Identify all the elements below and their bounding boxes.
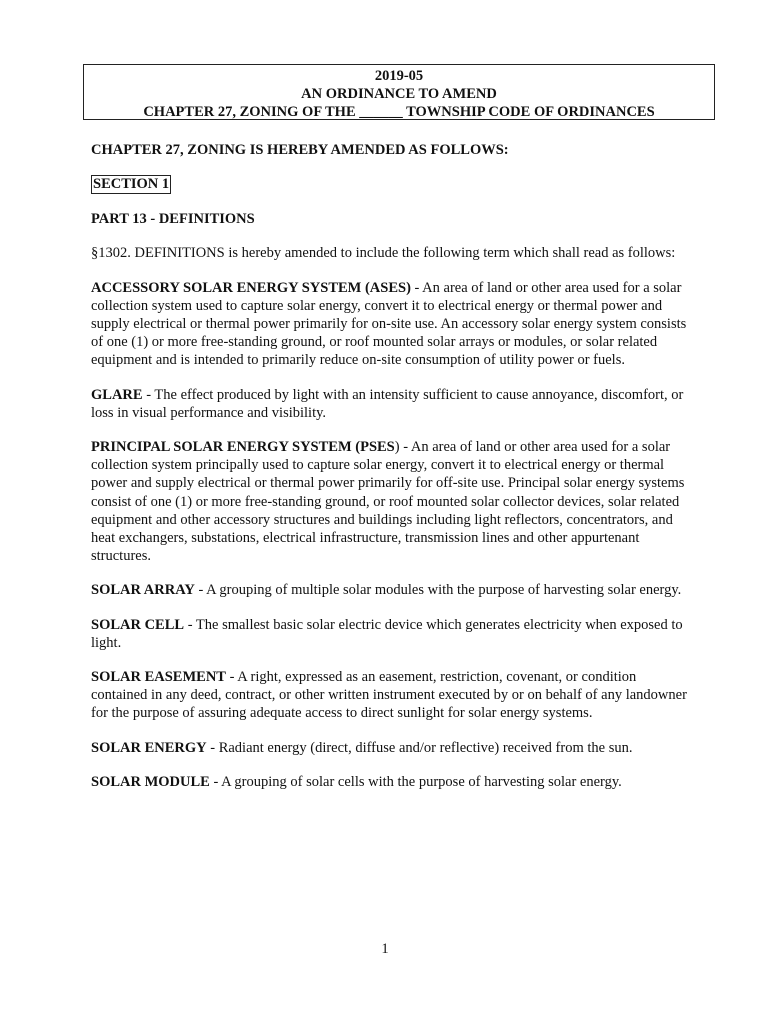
definition-term: SOLAR MODULE: [91, 773, 210, 790]
definition-text: ) - An area of land or other area used for a solar collection system principally used to capture solar energy, convert it to electrical energy or thermal power and supply electrical or thermal power primarily for off-site use. Principal solar energy systems consist of one (1) or more free-standing ground, or roof mounted solar collector devices, solar related equipment and other accessory structures and buildings including light reflectors, concentrators, and heat exchangers, substations, electrical infrastructure, transmission lines and other appurtenant structures.: [91, 439, 685, 565]
section-heading: SECTION 1: [93, 176, 170, 193]
definition-text: - A grouping of solar cells with the purpose of harvesting solar energy.: [209, 773, 622, 790]
definition-glare: [91, 386, 691, 422]
definition-term: SOLAR ARRAY: [91, 582, 195, 599]
definition-accessory-solar: [91, 279, 691, 370]
definition-principal-solar: [91, 438, 691, 565]
definition-text: - A grouping of multiple solar modules with the purpose of harvesting solar energy.: [194, 582, 682, 599]
definition-term: SOLAR ENERGY: [91, 739, 207, 756]
definition-solar-energy: [91, 739, 691, 757]
definition-text: - An area of land or other area used for a solar collection system used to capture solar energy, convert it to electrical energy or thermal power and supply electrical or thermal power primarily for on-site use. An accessory solar energy system consists of one (1) or more free-standing ground, or roof mounted solar arrays or modules, or solar related equipment and is intended to primarily reduce on-site consumption of utility power or fuels.: [91, 279, 687, 369]
amendment-intro: CHAPTER 27, ZONING IS HEREBY AMENDED AS FOLLOWS:: [91, 142, 509, 158]
page-number: 1: [381, 941, 389, 957]
definition-solar-array: [91, 581, 691, 599]
definition-solar-cell: [91, 616, 691, 652]
definition-text: - The smallest basic solar electric device which generates electricity when exposed to light.: [91, 616, 683, 651]
definition-term: SOLAR EASEMENT: [91, 669, 226, 686]
definition-text: - A right, expressed as an easement, restriction, covenant, or condition contained in any deed, contract, or other written instrument executed by or on behalf of any landowner for the purpose of assuring adequate access to direct sunlight for solar energy systems.: [91, 669, 687, 722]
definition-solar-module: [91, 773, 691, 791]
definition-solar-easement: [91, 668, 691, 723]
definition-text: - The effect produced by light with an intensity sufficient to cause annoyance, discomfort, or loss in visual performance and visibility.: [91, 386, 684, 421]
ordinance-number: 2019-05: [374, 68, 424, 84]
definition-term: GLARE: [91, 386, 143, 403]
ordinance-title-box: [83, 64, 715, 120]
definition-term: SOLAR CELL: [91, 616, 185, 633]
section-heading-paragraph: [91, 175, 691, 194]
definition-text: - Radiant energy (direct, diffuse and/or reflective) received from the sun.: [206, 739, 633, 756]
definition-term: PRINCIPAL SOLAR ENERGY SYSTEM (PSES: [91, 439, 395, 456]
ordinance-subtitle: CHAPTER 27, ZONING OF THE ______ TOWNSHIP CODE OF ORDINANCES: [143, 104, 655, 120]
definitions-intro: §1302. DEFINITIONS is hereby amended to include the following term which shall read as follows:: [91, 245, 676, 262]
definition-term: ACCESSORY SOLAR ENERGY SYSTEM (ASES): [91, 279, 411, 296]
part-heading: PART 13 - DEFINITIONS: [91, 211, 255, 228]
document-body: [91, 141, 691, 807]
ordinance-title: AN ORDINANCE TO AMEND: [301, 86, 497, 102]
